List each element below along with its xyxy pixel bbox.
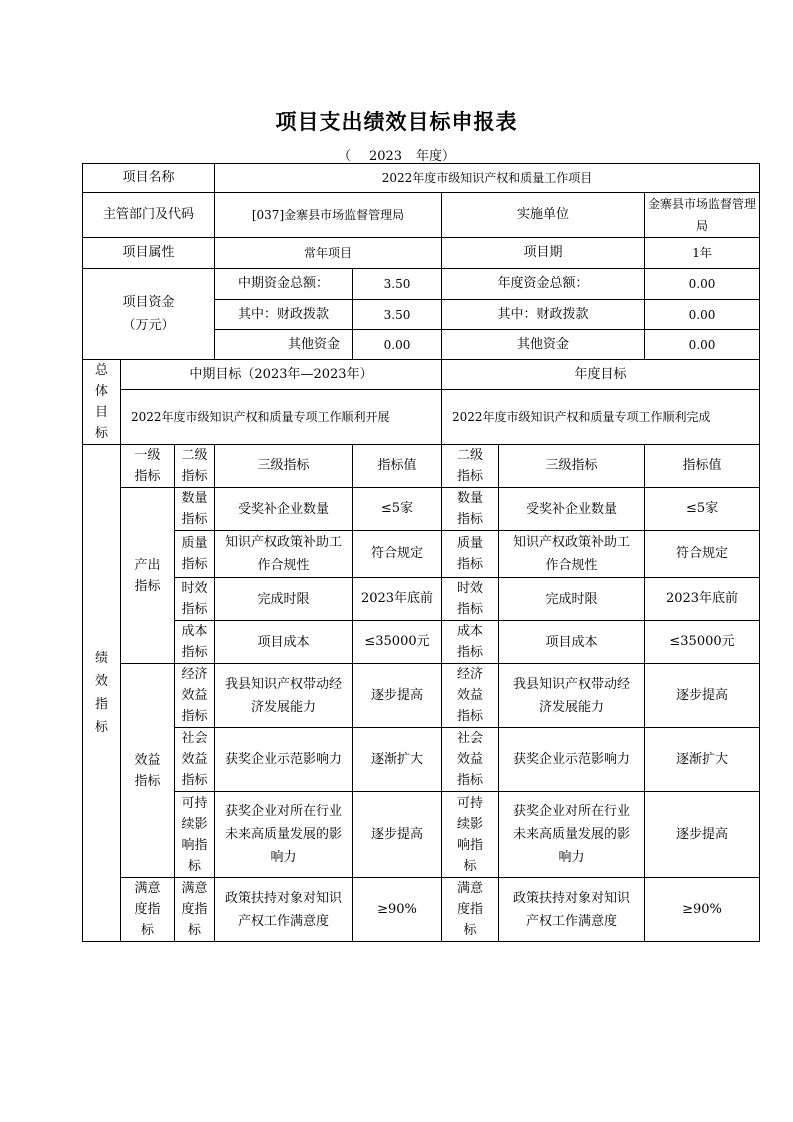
indicator-value: 逐步提高: [353, 792, 442, 878]
period-label: 项目期: [442, 238, 645, 269]
col-level2-header: 二级 指标: [175, 445, 215, 488]
indicator-value-annual: 逐步提高: [645, 792, 760, 878]
indicator-level3-annual: 知识产权政策补助工 作合规性: [499, 531, 645, 578]
mid-total-value: 3.50: [353, 269, 442, 300]
indicator-level2: 满意 度指 标: [175, 878, 215, 942]
indicator-level3-annual: 获奖企业对所在行业 未来高质量发展的影 响力: [499, 792, 645, 878]
annual-total-value: 0.00: [645, 269, 760, 300]
indicator-value-annual: 2023年底前: [645, 578, 760, 621]
indicator-value: 逐步提高: [353, 664, 442, 728]
indicator-level2-annual: 社会 效益 指标: [442, 728, 499, 792]
indicator-level2: 质量 指标: [175, 531, 215, 578]
annual-goal-text: 2022年度市级知识产权和质量专项工作顺利完成: [442, 390, 760, 445]
indicator-level2-annual: 经济 效益 指标: [442, 664, 499, 728]
indicator-level3: 受奖补企业数量: [215, 488, 353, 531]
satisfaction-indicator-label: 满意 度指 标: [121, 878, 175, 942]
indicator-level3: 完成时限: [215, 578, 353, 621]
indicator-level2-annual: 时效 指标: [442, 578, 499, 621]
year-line: [0, 145, 793, 164]
year-close: 年度）: [416, 149, 456, 164]
indicator-value-annual: 逐渐扩大: [645, 728, 760, 792]
annual-total-label: 年度资金总额：: [442, 269, 645, 300]
funds-label: 项目资金 （万元）: [83, 269, 215, 360]
dept-value: [037]金寨县市场监督管理局: [215, 193, 442, 238]
indicator-level3-annual: 我县知识产权带动经 济发展能力: [499, 664, 645, 728]
indicator-level3-annual: 获奖企业示范影响力: [499, 728, 645, 792]
annual-fiscal-value: 0.00: [645, 300, 760, 330]
col-level1-header: 一级 指标: [121, 445, 175, 488]
period-value: 1年: [645, 238, 760, 269]
col-level3-header: 三级指标: [215, 445, 353, 488]
indicator-value: ≥90%: [353, 878, 442, 942]
indicator-value: ≤5家: [353, 488, 442, 531]
annual-other-value: 0.00: [645, 330, 760, 360]
mid-fiscal-value: 3.50: [353, 300, 442, 330]
annual-fiscal-label: 其中：财政拨款: [442, 300, 645, 330]
indicator-level3-annual: 完成时限: [499, 578, 645, 621]
mid-goal-text: 2022年度市级知识产权和质量专项工作顺利开展: [121, 390, 442, 445]
indicator-level2-annual: 成本 指标: [442, 621, 499, 664]
indicator-value: 符合规定: [353, 531, 442, 578]
indicator-value: 2023年底前: [353, 578, 442, 621]
indicator-level3: 项目成本: [215, 621, 353, 664]
project-name-value: 2022年度市级知识产权和质量工作项目: [215, 164, 760, 193]
mid-other-value: 0.00: [353, 330, 442, 360]
annual-goal-header: 年度目标: [442, 360, 760, 390]
indicator-value-annual: 逐步提高: [645, 664, 760, 728]
indicator-level2-annual: 满意 度指 标: [442, 878, 499, 942]
indicator-level2: 成本 指标: [175, 621, 215, 664]
project-name-label: 项目名称: [83, 164, 215, 193]
indicator-value: 逐渐扩大: [353, 728, 442, 792]
impl-unit-value: 金寨县市场监督管理局: [645, 193, 760, 238]
col-value-header: 指标值: [353, 445, 442, 488]
benefit-indicator-label: 效益 指标: [121, 664, 175, 878]
indicator-level2-annual: 质量 指标: [442, 531, 499, 578]
col-level2-header-annual: 二级 指标: [442, 445, 499, 488]
page-title: 项目支出绩效目标申报表: [275, 109, 518, 134]
indicator-level2-annual: 数量 指标: [442, 488, 499, 531]
col-level3-header-annual: 三级指标: [499, 445, 645, 488]
indicator-level3: 获奖企业对所在行业 未来高质量发展的影 响力: [215, 792, 353, 878]
col-value-header-annual: 指标值: [645, 445, 760, 488]
indicator-level2: 时效 指标: [175, 578, 215, 621]
indicator-value-annual: ≥90%: [645, 878, 760, 942]
indicator-level2-annual: 可持 续影 响指 标: [442, 792, 499, 878]
mid-fiscal-label: 其中：财政拨款: [215, 300, 353, 330]
indicator-level3: 知识产权政策补助工 作合规性: [215, 531, 353, 578]
indicator-value-annual: ≤35000元: [645, 621, 760, 664]
indicator-level3: 我县知识产权带动经 济发展能力: [215, 664, 353, 728]
indicator-value-annual: ≤5家: [645, 488, 760, 531]
indicator-level2: 经济 效益 指标: [175, 664, 215, 728]
mid-total-label: 中期资金总额：: [215, 269, 353, 300]
impl-unit-label: 实施单位: [442, 193, 645, 238]
annual-other-label: 其他资金: [442, 330, 645, 360]
indicator-level3-annual: 项目成本: [499, 621, 645, 664]
indicator-level3: 政策扶持对象对知识 产权工作满意度: [215, 878, 353, 942]
performance-indicator-label: 绩 效 指 标: [83, 445, 121, 942]
overall-goal-label: 总 体 目 标: [83, 360, 121, 445]
dept-label: 主管部门及代码: [83, 193, 215, 238]
indicator-level2: 数量 指标: [175, 488, 215, 531]
indicator-level3: 获奖企业示范影响力: [215, 728, 353, 792]
performance-target-table: [82, 163, 760, 942]
mid-other-label: 其他资金: [215, 330, 353, 360]
indicator-level3-annual: 受奖补企业数量: [499, 488, 645, 531]
attr-value: 常年项目: [215, 238, 442, 269]
attr-label: 项目属性: [83, 238, 215, 269]
indicator-value-annual: 符合规定: [645, 531, 760, 578]
indicator-value: ≤35000元: [353, 621, 442, 664]
year-value: 2023: [368, 149, 403, 164]
mid-goal-header: 中期目标（2023年—2023年）: [121, 360, 442, 390]
indicator-level3-annual: 政策扶持对象对知识 产权工作满意度: [499, 878, 645, 942]
indicator-level2: 可持 续影 响指 标: [175, 792, 215, 878]
output-indicator-label: 产出 指标: [121, 488, 175, 664]
year-open: （: [337, 149, 351, 164]
indicator-level2: 社会 效益 指标: [175, 728, 215, 792]
